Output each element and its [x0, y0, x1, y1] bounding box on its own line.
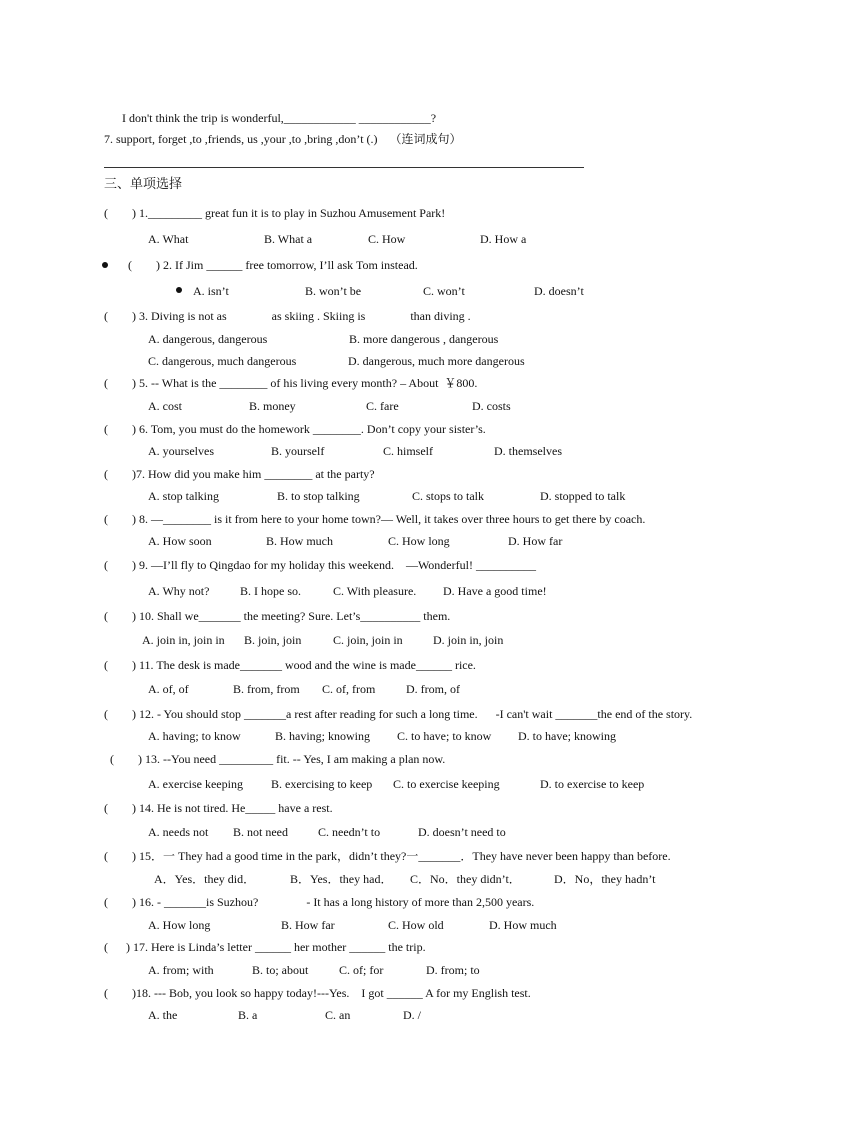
option: C. himself [383, 444, 433, 458]
section-title: 三、单项选择 [104, 177, 183, 192]
bullet-icon [102, 262, 108, 268]
option: D. doesn’t [534, 284, 584, 298]
question: ( ) 10. Shall we_______ the meeting? Sure. Let’s__________ them. [104, 609, 451, 623]
option: C. With pleasure. [333, 584, 417, 598]
bullet-icon [176, 287, 182, 293]
option: D. / [403, 1008, 421, 1022]
question: ( ) 15．一 They had a good time in the park，didn’t they?一_______．They have never been happy than before. [104, 849, 671, 863]
option: A. What [148, 232, 189, 246]
option: D. dangerous, much more dangerous [348, 354, 525, 368]
option: A. exercise keeping [148, 777, 243, 791]
question: ( ) 6. Tom, you must do the homework ________. Don’t copy your sister’s. [104, 422, 486, 436]
option: D. How much [489, 918, 557, 932]
option: B. not need [233, 825, 288, 839]
option: B. join, join [244, 633, 302, 647]
text-line: 7. support, forget ,to ,friends, us ,your ,to ,bring ,don’t (.) （连词成句） [104, 132, 462, 146]
option: B. to stop talking [277, 489, 360, 503]
option: C. of, from [322, 682, 376, 696]
option: B. a [238, 1008, 258, 1022]
option: D. stopped to talk [540, 489, 626, 503]
option: A. dangerous, dangerous [148, 332, 268, 346]
option: D. from; to [426, 963, 480, 977]
option: C. How [368, 232, 406, 246]
option: C. to exercise keeping [393, 777, 500, 791]
option: D. Have a good time! [443, 584, 547, 598]
option: A. needs not [148, 825, 209, 839]
question: ( ) 9. —I’ll fly to Qingdao for my holiday this weekend. —Wonderful! __________ [104, 558, 536, 572]
question: ( ) 8. —________ is it from here to your home town?— Well, it takes over three hours to get there by coach. [104, 512, 646, 526]
option: B. to; about [252, 963, 309, 977]
option: B. money [249, 399, 296, 413]
option: B. How far [281, 918, 335, 932]
option: D. themselves [494, 444, 562, 458]
option: D. How far [508, 534, 563, 548]
question: ( ) 2. If Jim ______ free tomorrow, I’ll ask Tom instead. [128, 258, 418, 272]
option: D. How a [480, 232, 527, 246]
option: A. yourselves [148, 444, 214, 458]
question: ( ) 13. --You need _________ fit. -- Yes, I am making a plan now. [110, 752, 446, 766]
option: D. doesn’t need to [418, 825, 506, 839]
option: C. of; for [339, 963, 384, 977]
question: ( ) 17. Here is Linda’s letter ______ her mother ______ the trip. [104, 940, 426, 954]
question: ( ) 12. - You should stop _______a rest after reading for such a long time. -I can't wait _______the end of the story. [104, 707, 693, 721]
question: ( )7. How did you make him ________ at the party? [104, 467, 375, 481]
option: C. fare [366, 399, 399, 413]
text-line: I don't think the trip is wonderful,____________ ____________? [122, 111, 437, 125]
option: D. to have; knowing [518, 729, 616, 743]
option: B. won’t be [305, 284, 362, 298]
option: A. How long [148, 918, 211, 932]
option: C．No．they didn’t． [410, 872, 521, 886]
option: C. an [325, 1008, 351, 1022]
option: A. from; with [148, 963, 214, 977]
option: C. needn’t to [318, 825, 381, 839]
option: C. stops to talk [412, 489, 485, 503]
option: A. cost [148, 399, 182, 413]
question: ( ) 16. - _______is Suzhou? - It has a long history of more than 2,500 years. [104, 895, 535, 909]
option: A. join in, join in [142, 633, 225, 647]
option: A. How soon [148, 534, 212, 548]
option: A. Why not? [148, 584, 210, 598]
option: B. from, from [233, 682, 300, 696]
option: C. How old [388, 918, 444, 932]
option: B. I hope so. [240, 584, 301, 598]
option: C. to have; to know [397, 729, 492, 743]
option: A. of, of [148, 682, 189, 696]
option: B. What a [264, 232, 313, 246]
question: ( ) 3. Diving is not as as skiing . Skiing is than diving . [104, 309, 471, 323]
option: D．No，they hadn’t [554, 872, 656, 886]
option: C. dangerous, much dangerous [148, 354, 297, 368]
option: A．Yes．they did． [154, 872, 256, 886]
option: A. the [148, 1008, 178, 1022]
option: B. yourself [271, 444, 325, 458]
option: C. How long [388, 534, 450, 548]
option: B．Yes．they had． [290, 872, 393, 886]
option: B. How much [266, 534, 333, 548]
option: D. costs [472, 399, 511, 413]
question: ( ) 11. The desk is made_______ wood and the wine is made______ rice. [104, 658, 476, 672]
question: ( ) 14. He is not tired. He_____ have a rest. [104, 801, 333, 815]
option: A. stop talking [148, 489, 219, 503]
option: D. to exercise to keep [540, 777, 645, 791]
option: B. more dangerous , dangerous [349, 332, 499, 346]
option: A. isn’t [193, 284, 229, 298]
option: A. having; to know [148, 729, 241, 743]
option: D. from, of [406, 682, 460, 696]
option: C. join, join in [333, 633, 403, 647]
question: ( )18. --- Bob, you look so happy today!---Yes. I got ______ A for my English test. [104, 986, 531, 1000]
question: ( ) 5. -- What is the ________ of his living every month? – About ￥800. [104, 376, 478, 390]
option: C. won’t [423, 284, 465, 298]
option: B. exercising to keep [271, 777, 373, 791]
question: ( ) 1._________ great fun it is to play in Suzhou Amusement Park! [104, 206, 446, 220]
option: B. having; knowing [275, 729, 370, 743]
option: D. join in, join [433, 633, 504, 647]
answer-line [104, 167, 584, 168]
